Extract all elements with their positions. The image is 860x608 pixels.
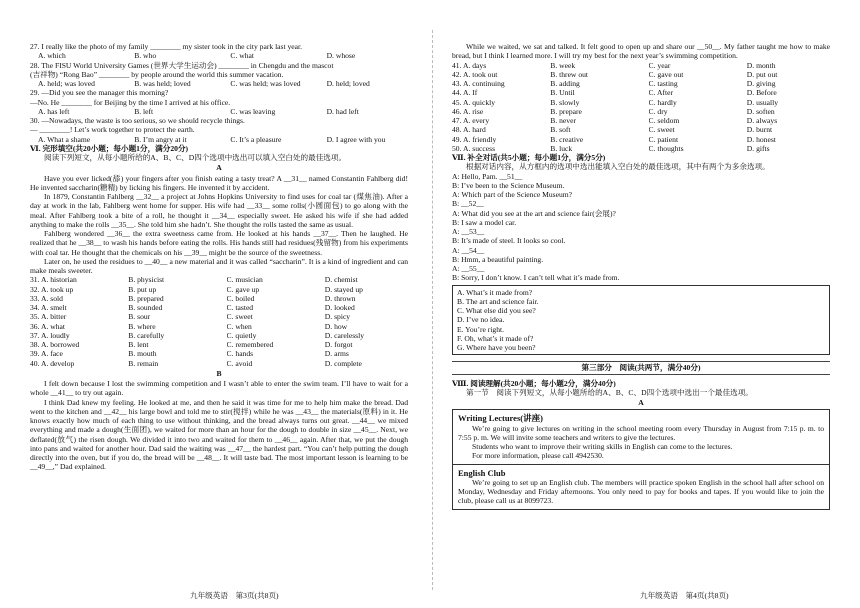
option: B. prepare [550, 106, 582, 116]
option: C. year [648, 60, 671, 70]
option: B. prepared [128, 293, 164, 303]
option-row [452, 61, 830, 70]
page-footer-left: 九年级英语 第3页(共8页) [190, 590, 279, 600]
option: D. usually [746, 97, 779, 107]
passage-b-para: I felt down because I lost the swimming competition and I wasn’t able to enter the swim team. I’ll have to wait for a whole __41__ to try out again. [30, 379, 408, 398]
passage-b-label: B [216, 368, 222, 378]
q30-options [30, 135, 408, 144]
option: 36. A. what [30, 321, 66, 331]
choice: E. You’re right. [457, 324, 505, 334]
option-row [452, 98, 830, 107]
option: C. avoid [226, 358, 253, 368]
option: C. seldom [648, 116, 680, 125]
option: 35. A. bitter [30, 312, 67, 322]
option: B. carefully [128, 330, 165, 340]
option: D. how [324, 321, 348, 331]
dialogue-line: A: Which part of the Science Museum? [452, 190, 573, 199]
option: D. gifts [746, 143, 770, 153]
option-row [30, 340, 408, 349]
option: D. soften [746, 106, 775, 116]
option: D. Before [746, 88, 777, 98]
option: C. gave out [648, 69, 684, 79]
dialogue-line: B: __52__ [452, 199, 484, 209]
option: C. sweet [648, 125, 675, 135]
q29-stem-2: —No. He ________ for Beijing by the time I arrived at his office. [30, 97, 231, 107]
dialogue-line: B: I’ve been to the Science Museum. [452, 180, 565, 190]
option: B. I’m angry at it [134, 134, 187, 144]
option-row [30, 312, 408, 321]
choice: C. What else did you see? [457, 306, 536, 315]
option: D. stayed up [324, 284, 363, 294]
option-row [452, 144, 830, 153]
notice-title: English Club [458, 467, 506, 478]
option: 39. A. face [30, 349, 63, 359]
option: 33. A. sold [30, 293, 63, 303]
passage-b-options [452, 61, 830, 154]
option-row [452, 70, 830, 79]
option: C. tasting [648, 79, 678, 88]
part3-title: 第三部分 阅读(共两节，满分40分) [452, 361, 830, 374]
passage-a-para: Have you ever licked(舔) your fingers after you finish eating a tasty treat? A __31__ named Constantin Fahlberg did! He invented saccharin(糖精) by licking his fingers. He invented it by accident. [30, 173, 408, 192]
option: B. adding [550, 79, 580, 88]
option: B. sour [128, 312, 151, 322]
dialogue-line: B: It’s made of steel. It looks so cool. [452, 236, 566, 246]
option: D. always [746, 116, 778, 125]
option: 42. A. took out [452, 69, 498, 79]
option-row [30, 331, 408, 340]
notice-line: Students who want to improve their writing skills in English can come to the lectures. [472, 442, 733, 452]
option: A. has left [38, 106, 70, 116]
option: A. which [38, 51, 66, 61]
option: C. tasted [226, 303, 254, 312]
q29-options [30, 107, 408, 116]
option: D. held; loved [326, 79, 370, 88]
writing-lectures-notice [453, 410, 829, 463]
option-row [452, 125, 830, 134]
option-row [452, 107, 830, 116]
option-row [30, 303, 408, 312]
option: B. left [134, 106, 154, 116]
option: B. who [134, 51, 157, 61]
option: 41. A. days [452, 60, 487, 70]
section7-instructions: 根据对话内容，从方框内的选项中选出能填入空白处的最佳选项，其中有两个为多余选项。 [466, 162, 770, 172]
option: C. hands [226, 349, 254, 359]
option: D. looked [324, 303, 355, 312]
option: 31. A. historian [30, 275, 77, 285]
option: 44. A. If [452, 88, 478, 98]
passage-b-continued: While we waited, we sat and talked. It felt good to open up and share our __50__. My father taught me how to make bread, but I think I learned more. I will try my best for the next year’s swimming competition. [452, 42, 830, 61]
q30-stem-2: — ________! Let’s work together to protect the earth. [30, 125, 195, 135]
left-column [30, 42, 408, 472]
option: B. was held; loved [134, 79, 191, 88]
option-row [30, 294, 408, 303]
option-row [452, 135, 830, 144]
option: C. sweet [226, 312, 253, 322]
section6-title: Ⅵ. 完形填空(共20小题；每小题1分，满分20分) [30, 143, 189, 153]
option: D. forgot [324, 340, 353, 349]
option: B. creative [550, 134, 584, 144]
option: D. month [746, 60, 776, 70]
option: 47. A. every [452, 116, 490, 125]
option: B. physicist [128, 275, 165, 285]
option: D. whose [326, 51, 356, 61]
notice-line: We’re going to give lectures on writing in the school meeting room every Thursday in August from 7:15 p. m. to 7:55 p. m. We will invite some teachers and writers to give the lectures. [458, 423, 824, 442]
passage-a-label: A [216, 163, 222, 173]
option: B. sounded [128, 303, 163, 312]
dialogue-line: B: Sorry, I don’t know. I can’t tell what it’s made from. [452, 273, 620, 283]
option: 34. A. smelt [30, 303, 67, 312]
option: B. luck [550, 143, 573, 153]
option: 32. A. took up [30, 284, 74, 294]
option: C. remembered [226, 340, 274, 349]
choice: G. Where have you been? [457, 343, 536, 352]
option: 40. A. develop [30, 358, 75, 368]
option: 43. A. continuing [452, 79, 505, 88]
option: C. boiled [226, 293, 255, 303]
section8-subtitle: 第一节 阅读下列短文，从每小题所给的A、B、C、D四个选项中选出一个最佳选项。 [466, 387, 753, 397]
option-row [452, 116, 830, 125]
option: C. patient [648, 134, 679, 144]
option: 46. A. rise [452, 106, 484, 116]
dialogue-line: A: Hello, Pam. __51__ [452, 171, 523, 181]
option: B. never [550, 116, 576, 125]
option-row [452, 79, 830, 88]
notice-line: We’re going to set up an English club. The members will practice spoken English in the school hall after school on Monday, Wednesday and Friday afternoons. You only need to pay for books and tapes. If you would like to join the club, please call us at 8099723. [458, 477, 824, 506]
right-column [452, 42, 830, 510]
option: D. honest [746, 134, 776, 144]
q28-stem-2: (吉祥物) “Rong Bao” ________ by people around the world this summer vacation. [30, 69, 284, 79]
option: C. quietly [226, 330, 257, 340]
choice: D. I’ve no idea. [457, 315, 505, 325]
option: C. gave up [226, 284, 260, 294]
reading-a-label: A [638, 398, 644, 407]
passage-a-para: In 1879, Constantin Fahlberg __32__ a project at Johns Hopkins University to find uses for coal tar (煤焦油). After a day at work in the lab, Fahlberg went home for supper. His wife had __33__ some rolls(小圆面包) to go along with the meal. After Fahlberg took a bite of a roll, he thought it __34__ especially sweet. He asked his wife if she had added anything to make the rolls __35__. She told him she hadn’t. She thought the rolls tasted the same as usual. [30, 192, 408, 229]
choice: A. What’s it made from? [457, 287, 533, 297]
passage-b-para: I think Dad knew my feeling. He looked at me, and then he said it was time for me to help him make the bread. Dad went to the kitchen and __42__ his large bowl and told me to stir(搅拌) while he was __43__ the materials(原料) in it. He knows exactly how much of each thing to use without thinking, and the bread always turns out great. __44__ we mixed everything and made a dough(生面团), we waited for more than an hour for the dough to double in size __45__. Next, we deflated(放气) the risen dough. We divided it into two and waited for them to __46__ again. After that, we put the dough into pans and waited for another hour. Dad said the waiting was __47__ the hardest part. “You can’t help putting the dough directly into the oven, but if you do, the bread will be __48__. It will taste bad. The most important lesson is learning to be __49__,” Dad explained. [30, 397, 408, 472]
option: D. had left [326, 106, 359, 116]
page-footer-right: 九年级英语 第4页(共8页) [640, 590, 729, 600]
passage-a-para: Later on, he used the residues to __40__ a new material and it was called “saccharin”. It is a kind of ingredient and can make meals sweeter. [30, 256, 408, 275]
option: B. where [128, 321, 156, 331]
english-club-notice [453, 464, 829, 509]
dialogue-line: A: __55__ [452, 264, 485, 273]
option: C. After [648, 88, 673, 98]
option: 50. A. success [452, 143, 496, 153]
option: D. thrown [324, 293, 356, 303]
option-row [30, 359, 408, 368]
dialogue-line: B: I saw a model car. [452, 217, 517, 227]
option: 48. A. hard [452, 125, 486, 135]
q28-options [30, 79, 408, 88]
option: A. held; was loved [38, 79, 95, 88]
option: C. thoughts [648, 143, 684, 153]
option: D. giving [746, 79, 776, 88]
option: B. remain [128, 358, 159, 368]
option: C. dry [648, 106, 668, 116]
option: C. It’s a pleasure [230, 134, 282, 144]
dialogue-line: A: __54__ [452, 245, 485, 255]
q27-stem: 27. I really like the photo of my family ________ my sister took in the city park last year. [30, 42, 303, 51]
option: B. week [550, 60, 576, 70]
option: C. musician [226, 275, 263, 285]
option: 45. A. quickly [452, 97, 496, 107]
option: C. when [226, 321, 252, 331]
option: C. was held; was loved [230, 79, 301, 88]
option: B. mouth [128, 349, 157, 359]
option: B. soft [550, 125, 571, 135]
option: 37. A. loudly [30, 330, 70, 340]
option-row [452, 88, 830, 97]
option-row [30, 322, 408, 331]
dialogue-line: A: What did you see at the art and science fair(会展)? [452, 208, 616, 218]
dialogue-line: B: Hmm, a beautiful painting. [452, 254, 544, 264]
section8-title: Ⅷ. 阅读理解(共20小题；每小题2分，满分40分) [452, 378, 616, 388]
option: D. I agree with you [326, 134, 386, 144]
option: D. complete [324, 358, 362, 368]
dialogue-line: A: __53__ [452, 227, 485, 236]
option: A. What a shame [38, 134, 91, 144]
option-row [30, 275, 408, 284]
choice: F. Oh, what’s it made of? [457, 333, 534, 343]
option-row [30, 349, 408, 358]
option: D. carelessly [324, 330, 365, 340]
option: C. hardly [648, 97, 677, 107]
option: B. lent [128, 340, 149, 349]
option: D. put out [746, 69, 778, 79]
notice-title: Writing Lectures(讲座) [458, 413, 543, 424]
option: D. chemist [324, 275, 358, 285]
choice: B. The art and science fair. [457, 296, 539, 306]
option: 49. A. friendly [452, 134, 497, 144]
dialogue [452, 172, 830, 283]
notice-line: For more information, please call 4942530. [472, 451, 604, 461]
q29-stem-1: 29. —Did you see the manager this morning? [30, 88, 169, 98]
passage-a-options [30, 275, 408, 368]
option: B. threw out [550, 69, 589, 79]
q28-stem-1: 28. The FISU World University Games (世界大学生运动会) ________ in Chengdu and the mascot [30, 60, 334, 70]
passage-a-para: Fahlberg wondered __36__ the extra sweetness came from. He looked at his hands __37__. Then he laughed. He realized that he __38__ to wash his hands before eating the rolls. His hands still had residues(残留物) from his experiments with coal tar. He thought that the chemicals on his __39__ might be the source of the sweetness. [30, 229, 408, 257]
option-row [30, 285, 408, 294]
column-divider [432, 30, 433, 590]
q30-stem-1: 30. —Nowadays, the waste is too serious, so we should recycle things. [30, 116, 245, 125]
option: 38. A. borrowed [30, 340, 80, 349]
option: C. was leaving [230, 106, 276, 116]
option: B. slowly [550, 97, 580, 107]
q27-options [30, 51, 408, 60]
option: D. burnt [746, 125, 773, 135]
option: B. put up [128, 284, 157, 294]
section6-instructions: 阅读下列短文，从每小题所给的A、B、C、D四个选项中选出可以填入空白处的最佳选项。 [44, 153, 347, 162]
option: D. arms [324, 349, 349, 359]
answer-choices-box [452, 285, 830, 356]
option: D. spicy [324, 312, 351, 322]
section7-title: Ⅶ. 补全对话(共5小题；每小题1分，满分5分) [452, 153, 606, 162]
option: B. Until [550, 88, 575, 98]
option: C. what [230, 51, 254, 61]
notice-board [452, 409, 830, 509]
